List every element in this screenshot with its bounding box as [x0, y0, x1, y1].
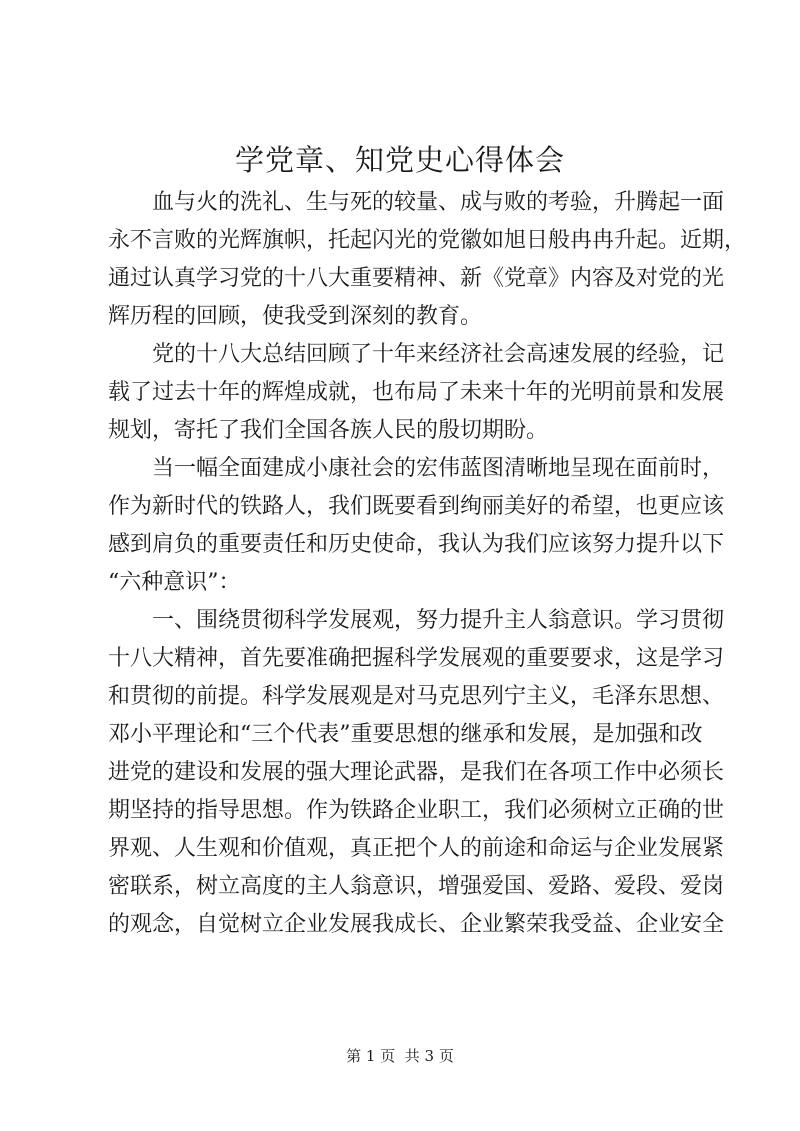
text-line: 密联系，树立高度的主人翁意识，增强爱国、爱路、爱段、爱岗: [108, 874, 725, 899]
paragraph: [108, 184, 747, 336]
text-line: 期坚持的指导思想。作为铁路企业职工，我们必须树立正确的世: [108, 798, 725, 823]
text-line: 十八大精神，首先要准确把握科学发展观的重要要求，这是学习: [108, 646, 725, 671]
text-line: 作为新时代的铁路人，我们既要看到绚丽美好的希望，也更应该: [108, 494, 725, 519]
document-title: 学党章、知党史心得体会: [234, 143, 565, 177]
text-line: 和贯彻的前提。科学发展观是对马克思列宁主义，毛泽东思想、: [108, 684, 725, 709]
text-line: 界观、人生观和价值观，真正把个人的前途和命运与企业发展紧: [108, 836, 725, 861]
paragraph: [108, 336, 725, 450]
paragraph: [108, 450, 725, 602]
text-line: 感到肩负的重要责任和历史使命，我认为我们应该努力提升以下: [108, 532, 725, 557]
document-body: [108, 184, 747, 944]
paragraph: [108, 602, 725, 944]
text-line: 当一幅全面建成小康社会的宏伟蓝图清晰地呈现在面前时，: [152, 456, 725, 481]
text-line: 规划，寄托了我们全国各族人民的殷切期盼。: [108, 418, 549, 443]
text-line: 载了过去十年的辉煌成就，也布局了未来十年的光明前景和发展: [108, 380, 725, 405]
text-line: 进党的建设和发展的强大理论武器，是我们在各项工作中必须长: [108, 760, 725, 785]
text-line: 通过认真学习党的十八大重要精神、新《党章》内容及对党的光: [108, 266, 725, 291]
text-line: 永不言败的光辉旗帜，托起闪光的党徽如旭日般冉冉升起。近期，: [108, 228, 747, 253]
page-number-label: 第 1 页 共 3 页: [346, 1047, 454, 1065]
text-line: 一、围绕贯彻科学发展观，努力提升主人翁意识。学习贯彻: [152, 608, 725, 633]
text-line: 辉历程的回顾，使我受到深刻的教育。: [108, 304, 483, 329]
text-line: 的观念，自觉树立企业发展我成长、企业繁荣我受益、企业安全: [108, 912, 725, 937]
page-footer: [0, 1046, 800, 1066]
text-line: 党的十八大总结回顾了十年来经济社会高速发展的经验，记: [152, 342, 725, 367]
text-line: 邓小平理论和“三个代表”重要思想的继承和发展，是加强和改: [108, 722, 703, 747]
text-line: 血与火的洗礼、生与死的较量、成与败的考验，升腾起一面: [152, 190, 725, 215]
text-line: “六种意识”：: [108, 570, 241, 595]
